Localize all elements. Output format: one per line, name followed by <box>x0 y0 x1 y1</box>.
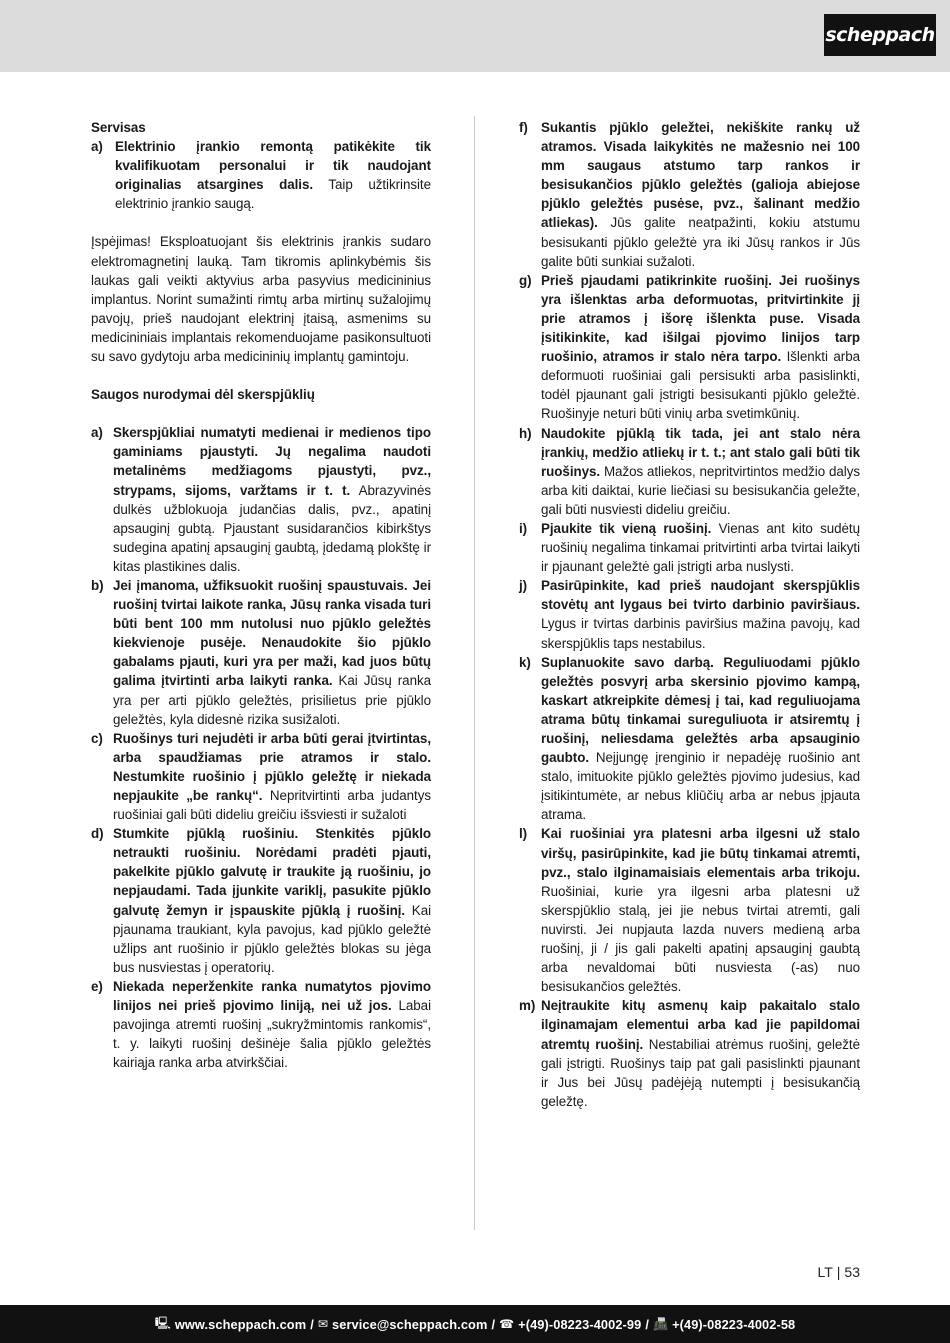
item-normal-text: Kai Jūsų ranka yra per arti pjūklo geležtės, prisilietus prie pjūklo geležtės, kyla didesnė rizika susižaloti. <box>113 673 432 727</box>
item-bold-text: Ruošinys turi nejudėti ir arba būti gerai įtvirtintas, arba spaudžiamas prie atramos ir stalo. Nestumkite ruošinio į pjūklo geležtę ir niekada nepjaukite „be rankų“. <box>113 730 431 803</box>
item-label: a) <box>91 425 103 441</box>
service-heading: Servisas <box>91 120 146 135</box>
page-num: 53 <box>844 1264 860 1280</box>
item-bold-text: Jei įmanoma, užfiksuokit ruošinį spaustuvais. Jei ruošinį tvirtai laikote ranka, Jūsų ranka visada turi būti bent 100 mm nutolusi nuo pjūklo geležtės kiekvienoje pusėje. Nenaudokite šio pjūklo gabalams pjauti, kuri yra per maži, kad juos būtų galima įtvirtinti arba laikyti ranka. <box>113 577 431 689</box>
page-lang: LT <box>817 1264 833 1280</box>
phone-icon: ☎ <box>499 1317 515 1331</box>
item-normal-text: Ruošiniai, kurie yra ilgesni arba platesni už skerspjūklio stalą, jei jie nebus tvirtai atremti, gali nuvirsti. Jei nupjauta lazda nuvers medieną arba ruošinį, ji / jis gali pakelti apatinį apsauginį gaubtą arba nevaldomai būti nusviesta (-as) nuo besisukančios geležtės. <box>541 883 860 995</box>
list-item <box>519 653 860 825</box>
item-bold-text: Neįtraukite kitų asmenų kaip pakaitalo stalo ilginamajam elementui arba kad jie papildomai atremtų ruošinį. <box>541 998 860 1052</box>
saw-safety-heading: Saugos nurodymai dėl skerspjūklių <box>91 387 315 403</box>
list-item <box>519 576 860 652</box>
right-items-list <box>519 118 860 1111</box>
item-bold-text: Kai ruošiniai yra platesni arba ilgesni už stalo viršų, pasirūpinkite, kad jie būtų tinkamai atremti, pvz., stalo ilginamaisiais elementais arba trikoju. <box>541 826 860 880</box>
left-items-list <box>91 423 431 1072</box>
item-bold-text: Niekada neperženkite ranka numatytos pjovimo linijos nei prieš pjovimo liniją, nei už jos. <box>113 978 431 1014</box>
item-label: l) <box>519 826 528 842</box>
item-bold-text: Naudokite pjūklą tik tada, jei ant stalo nėra įrankių, medžio atliekų ir t. t.; ant stalo gali būti tik ruošinys. <box>541 425 860 479</box>
item-text <box>541 576 860 652</box>
item-bold-text: Prieš pjaudami patikrinkite ruošinį. Jei ruošinys yra išlenktas arba deformuotas, pritvirtinkite jį prie atramos į išorę išlenkta puse. Visada įsitikinkite, kad išilgai pjovimo linijos tarp ruošinio, atramos ir stalo nėra tarpo. <box>541 272 860 365</box>
item-normal-text: Nestabiliai atrėmus ruošinį, geležtė gali įstrigti. Ruošinys taip pat gali pasislinkti pjaunant ir Jus bei Jūsų padėjėją nutempti į besisukančią geležtę. <box>541 1036 861 1109</box>
item-normal-text: Jūs galite neatpažinti, kokiu atstumu besisukanti pjūklo geležtė yra iki Jūsų rankos ir Jūs galite būti sunkiai sužaloti. <box>541 215 860 269</box>
item-label: f) <box>519 120 528 135</box>
list-item <box>519 118 860 271</box>
item-normal-text: Neįjungę įrenginio ir nepadėję ruošinio ant stalo, imituokite pjūklo geležtės pjovimo judesius, kad įsitikintumėte, ar nebus kliūčių arba ar nebus įpjauta atrama. <box>541 750 860 823</box>
list-item <box>91 423 431 576</box>
item-bold-text: Elektrinio įrankio remontą patikėkite tik kvalifikuotam personalui ir tik naudojant originalias atsargines dalis. <box>115 139 431 193</box>
item-normal-text: Nepritvirtinti arba judantys ruošiniai gali būti dideliu greičiu išsviesti ir sužaloti <box>113 788 431 823</box>
footer-separator: / <box>310 1316 314 1332</box>
item-bold-text: Skerspjūkliai numatyti medienai ir medienos tipo gaminiams pjaustyti. Jų negalima naudoti metalinėms medžiagoms pjaustyti, pvz., strypams, sijoms, varžtams ir t. t. <box>113 425 431 498</box>
item-label: j) <box>519 578 528 594</box>
item-normal-text: Išlenkti arba deformuoti ruošiniai gali persisukti arba pasislinkti, todėl pjaunant gali įstrigti besisukanti pjūklo geležtė. Ruošinyje neturi būti vinių arba svetimkūnių. <box>541 349 860 422</box>
item-label: a) <box>91 139 103 155</box>
column-divider <box>474 116 475 1230</box>
item-text <box>113 423 431 576</box>
item-normal-text: Kai pjaunama traukiant, kyla pavojus, kad pjūklo geležtė užlips ant ruošinio ir pjūklo geležtės blokas su jėga bus nusviestas į operatorių. <box>113 902 432 975</box>
fax-icon: 📠 <box>653 1317 669 1331</box>
item-label: b) <box>91 577 104 593</box>
footer-separator: / <box>645 1316 650 1332</box>
brand-logo: scheppach <box>824 14 936 56</box>
header-bar <box>0 0 950 72</box>
footer-phone: +(49)-08223-4002-99 <box>518 1316 642 1332</box>
item-label: g) <box>519 272 532 288</box>
item-text <box>113 824 431 977</box>
item-label: i) <box>519 520 528 536</box>
item-normal-text: Lygus ir tvirtas darbinis paviršius mažina pavojų, kad skerspjūklis taps nestabilus. <box>541 616 860 651</box>
item-text <box>541 996 860 1111</box>
right-column <box>519 118 860 1111</box>
item-text <box>115 137 431 213</box>
item-text <box>113 977 431 1072</box>
footer-email[interactable]: service@scheppach.com <box>332 1316 488 1332</box>
left-column <box>91 118 431 1072</box>
list-item <box>519 996 860 1111</box>
item-text <box>541 424 860 519</box>
item-label: k) <box>519 654 531 670</box>
item-label: m) <box>519 998 536 1014</box>
item-normal-text: Vienas ant kito sudėtų ruošinių negalima tinkamai pritvirtinti arba tvirtai laikyti ir pjaunant geležtė gali įstrigti arba nuslysti. <box>541 520 860 575</box>
item-label: d) <box>91 826 104 842</box>
list-item <box>519 824 860 996</box>
item-text <box>113 729 431 824</box>
item-bold-text: Stumkite pjūklą ruošiniu. Stenkitės pjūklo netraukti ruošiniu. Norėdami pradėti pjauti, pakelkite pjūklo galvutę ir traukite ją ruošiniu, jo nepjaudami. Tada įjunkite variklį, pasukite pjūklo galvutę žemyn ir įspauskite pjūklą į ruošinį. <box>113 826 431 918</box>
page-number: LT | 53 <box>817 1264 860 1280</box>
list-item <box>519 271 860 424</box>
list-item <box>91 729 431 824</box>
item-bold-text: Pjaukite tik vieną ruošinį. <box>541 520 712 536</box>
item-normal-text: Abrazyvinės dulkės užblokuoja judančias dalis, pvz., apatinį apsauginį gubtą. Pjaustant susidarančios kibirkštys sudegina apatinį apsauginį gaubtą, įdedamą plokštę ir kitas plastikines dalis. <box>113 482 431 574</box>
item-text <box>541 824 860 996</box>
footer-bar <box>0 1305 950 1343</box>
footer-fax: +(49)-08223-4002-58 <box>672 1316 796 1332</box>
mail-icon: ✉ <box>317 1317 329 1331</box>
item-text <box>541 118 860 271</box>
list-item <box>91 977 431 1072</box>
list-item <box>91 576 431 729</box>
item-normal-text: Mažos atliekos, nepritvirtintos medžio dalys arba kiti daiktai, kurie liečiasi su besisukančia geležte, gali būti nusviesti dideliu greičiu. <box>541 463 860 517</box>
item-normal-text: Labai pavojinga atremti ruošinį „sukryžmintomis rankomis“, t. y. laikyti ruošinį dešinėje šalia pjūklo geležtės kairiąja ranka arba atvirkščiai. <box>113 998 431 1071</box>
footer-separator: / <box>491 1316 496 1332</box>
item-bold-text: Pasirūpinkite, kad prieš naudojant skerspjūklis stovėtų ant lygaus bei tvirto darbinio paviršiaus. <box>541 578 860 613</box>
list-item <box>91 137 431 213</box>
footer-web[interactable]: www.scheppach.com <box>174 1316 307 1332</box>
item-label: h) <box>519 425 532 441</box>
computer-icon: 🖳 <box>154 1315 171 1330</box>
emf-warning-paragraph: Įspėjimas! Eksploatuojant šis elektrinis įrankis sudaro elektromagnetinį lauką. Tam tikromis aplinkybėmis šis laukas gali veikti aktyvius arba pasyvius medicininius implantus. Norint sumažinti rimtų arba mirtinų sužalojimų pavojų, prieš naudojant elektrinį įtaisą, asmenims su medicininiais implantais rekomenduojame pasikonsultuoti su savo gydytoju arba medicininių implantų gamintoju. <box>91 234 431 365</box>
item-normal-text: Taip užtikrinsite elektrinio įrankio saugą. <box>115 177 431 212</box>
item-text <box>541 653 860 825</box>
list-item <box>519 519 860 576</box>
item-label: c) <box>91 730 103 746</box>
item-bold-text: Sukantis pjūklo geležtei, nekiškite rankų už atramos. Visada laikykitės ne mažesnio nei 100 mm saugaus atstumo tarp rankos ir besisukančios pjūklo geležtės (galioja abiejose pjūklo geležtės pusėse, pvz., šalinant medžio atliekas). <box>541 120 860 231</box>
item-bold-text: Suplanuokite savo darbą. Reguliuodami pjūklo geležtės posvyrį arba skersinio pjovimo kampą, kaskart atkreipkite dėmesį į tai, kad reguliuojama atrama būtų tinkamai sureguliuota ir atsiremtų į ruošinį, neliesdama geležtės arba apsauginio gaubto. <box>541 654 860 766</box>
item-text <box>541 271 860 424</box>
item-text <box>113 576 431 729</box>
list-item <box>91 824 431 977</box>
item-text <box>541 519 860 576</box>
item-label: e) <box>91 978 103 994</box>
list-item <box>519 424 860 519</box>
